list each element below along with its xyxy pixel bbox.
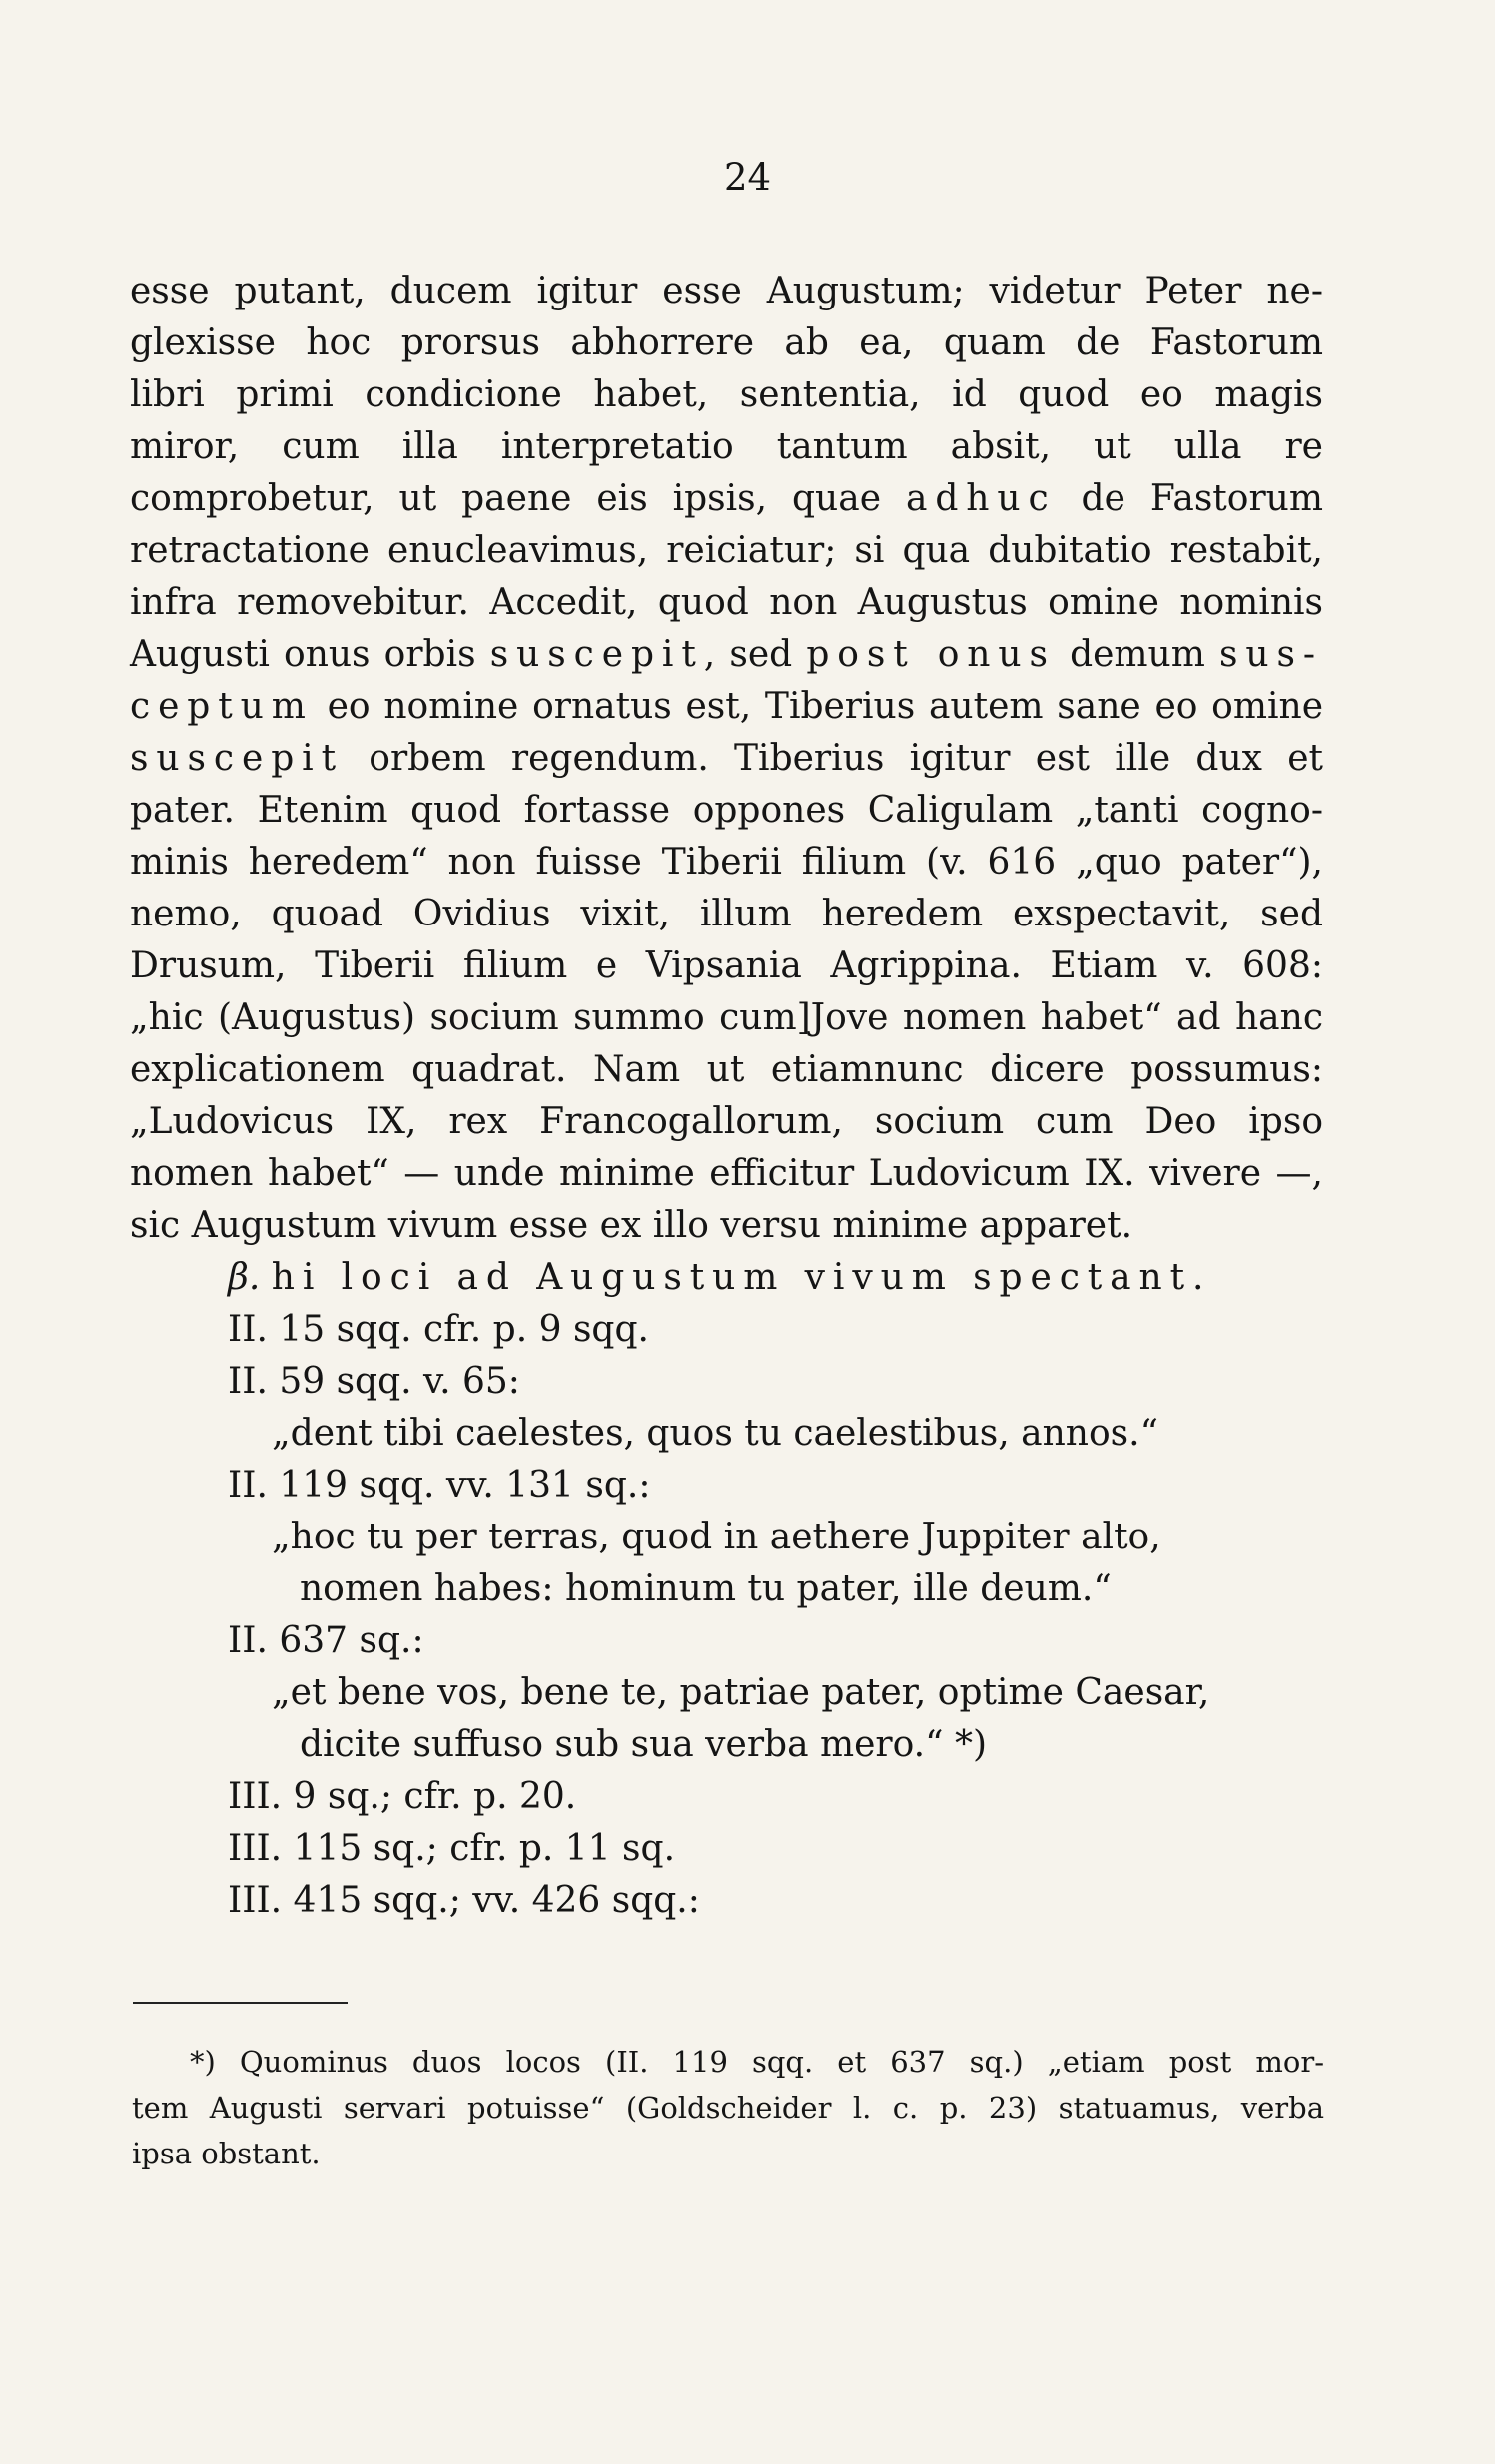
text-line <box>130 266 1323 317</box>
text-segment: „dent tibi caelestes, quos tu caelestibus, annos.“ <box>272 1413 1158 1454</box>
text-segment: „hic (Augustus) socium summo cum]Jove nomen habet“ ad hanc <box>130 997 1323 1038</box>
text-line <box>130 1667 1323 1719</box>
footnote-line: ipsa obstant. <box>132 2137 321 2170</box>
text-segment: , sed <box>703 634 807 675</box>
text-segment: II. 637 sq.: <box>228 1620 424 1661</box>
text-line <box>130 1823 1323 1875</box>
text-line <box>130 577 1323 629</box>
text-line <box>130 1563 1323 1615</box>
text-segment: β. <box>228 1257 261 1298</box>
text-segment <box>260 1257 271 1298</box>
footnote <box>132 2039 1324 2176</box>
text-line <box>130 317 1323 369</box>
footnote-line: *) Quominus duos locos (II. 119 sqq. et 637 sq.) „etiam post mor- <box>190 2045 1324 2079</box>
text-segment: de Fastorum <box>1056 478 1323 519</box>
text-line <box>130 889 1323 940</box>
text-segment: minis heredem“ non fuisse Tiberii filium (v. 616 „quo pater“), <box>130 842 1323 883</box>
text-line <box>130 1044 1323 1096</box>
text-segment: II. 119 sqq. vv. 131 sq.: <box>228 1465 651 1506</box>
main-text <box>130 266 1323 1927</box>
text-segment: nomen habet“ — unde minime efficitur Ludovicum IX. vivere —, <box>130 1153 1323 1194</box>
text-line <box>130 940 1323 992</box>
text-segment: dicite suffuso sub sua verba mero.“ *) <box>300 1724 988 1765</box>
text-segment: „hoc tu per terras, quod in aethere Juppiter alto, <box>272 1517 1161 1557</box>
text-line <box>130 1771 1323 1823</box>
page-number: 24 <box>723 156 772 199</box>
text-line <box>130 1512 1323 1563</box>
text-segment: „Ludovicus IX, rex Francogallorum, socium cum Deo ipso <box>130 1101 1323 1142</box>
text-line <box>130 1875 1323 1927</box>
text-line <box>130 1408 1323 1460</box>
text-line <box>130 785 1323 837</box>
text-segment: Augusti onus orbis <box>130 634 490 675</box>
text-segment: infra removebitur. Accedit, quod non Augustus omine nominis <box>130 582 1323 623</box>
text-segment: glexisse hoc prorsus abhorrere ab ea, quam de Fastorum <box>130 322 1323 363</box>
text-line <box>130 369 1323 421</box>
text-line <box>130 1096 1323 1148</box>
text-segment: sic Augustum vivum esse ex illo versu minime apparet. <box>130 1205 1133 1246</box>
text-segment: comprobetur, ut paene eis ipsis, quae <box>130 478 906 519</box>
text-line <box>130 1148 1323 1200</box>
text-line <box>130 525 1323 577</box>
spaced-text: suscepit <box>489 634 704 675</box>
text-line <box>130 1719 1323 1771</box>
text-segment: III. 415 sqq.; vv. 426 sqq.: <box>228 1880 700 1921</box>
spaced-text: hi loci ad Augustum vivum spectant. <box>271 1257 1212 1298</box>
spaced-text: ceptum <box>130 686 314 727</box>
text-segment: miror, cum illa interpretatio tantum absit, ut ulla re <box>130 426 1323 467</box>
text-segment: III. 115 sq.; cfr. p. 11 sq. <box>228 1828 676 1869</box>
footnote-line: tem Augusti servari potuisse“ (Goldscheider l. c. p. 23) statuamus, verba <box>132 2091 1324 2125</box>
text-segment: retractatione enucleavimus, reiciatur; si qua dubitatio restabit, <box>130 530 1323 571</box>
text-line <box>130 1460 1323 1512</box>
spaced-text: suscepit <box>130 738 344 779</box>
text-line <box>130 1356 1323 1408</box>
text-segment: pater. Etenim quod fortasse oppones Caligulam „tanti cogno- <box>130 790 1323 831</box>
text-segment: nemo, quoad Ovidius vixit, illum heredem exspectavit, sed <box>130 894 1323 934</box>
text-line <box>130 473 1323 525</box>
text-line <box>130 1200 1323 1252</box>
text-segment: nomen habes: hominum tu pater, ille deum.“ <box>300 1568 1112 1609</box>
text-line <box>130 1304 1323 1356</box>
text-segment: esse putant, ducem igitur esse Augustum; videtur Peter ne- <box>130 271 1323 311</box>
text-segment: III. 9 sq.; cfr. p. 20. <box>228 1776 577 1817</box>
text-segment: eo nomine ornatus est, Tiberius autem sane eo omine <box>313 686 1323 727</box>
spaced-text: post onus <box>806 634 1056 675</box>
text-line <box>130 733 1323 785</box>
text-segment: demum <box>1055 634 1220 675</box>
text-line <box>130 629 1323 681</box>
text-line <box>130 837 1323 889</box>
text-segment: explicationem quadrat. Nam ut etiamnunc dicere possumus: <box>130 1049 1323 1090</box>
text-segment: II. 15 sqq. cfr. p. 9 sqq. <box>228 1309 649 1350</box>
text-line <box>130 992 1323 1044</box>
text-segment: Drusum, Tiberii filium e Vipsania Agrippina. Etiam v. 608: <box>130 945 1323 986</box>
text-segment: orbem regendum. Tiberius igitur est ille dux et <box>344 738 1323 779</box>
text-line <box>130 1252 1323 1304</box>
text-line <box>130 421 1323 473</box>
spaced-text: adhuc <box>905 478 1057 519</box>
text-segment: libri primi condicione habet, sententia, id quod eo magis <box>130 374 1323 415</box>
text-segment: II. 59 sqq. v. 65: <box>228 1361 520 1402</box>
text-line <box>130 681 1323 733</box>
footnote-separator <box>133 2002 348 2004</box>
spaced-text: sus- <box>1219 634 1324 675</box>
text-segment: „et bene vos, bene te, patriae pater, optime Caesar, <box>272 1672 1210 1713</box>
text-line <box>130 1615 1323 1667</box>
